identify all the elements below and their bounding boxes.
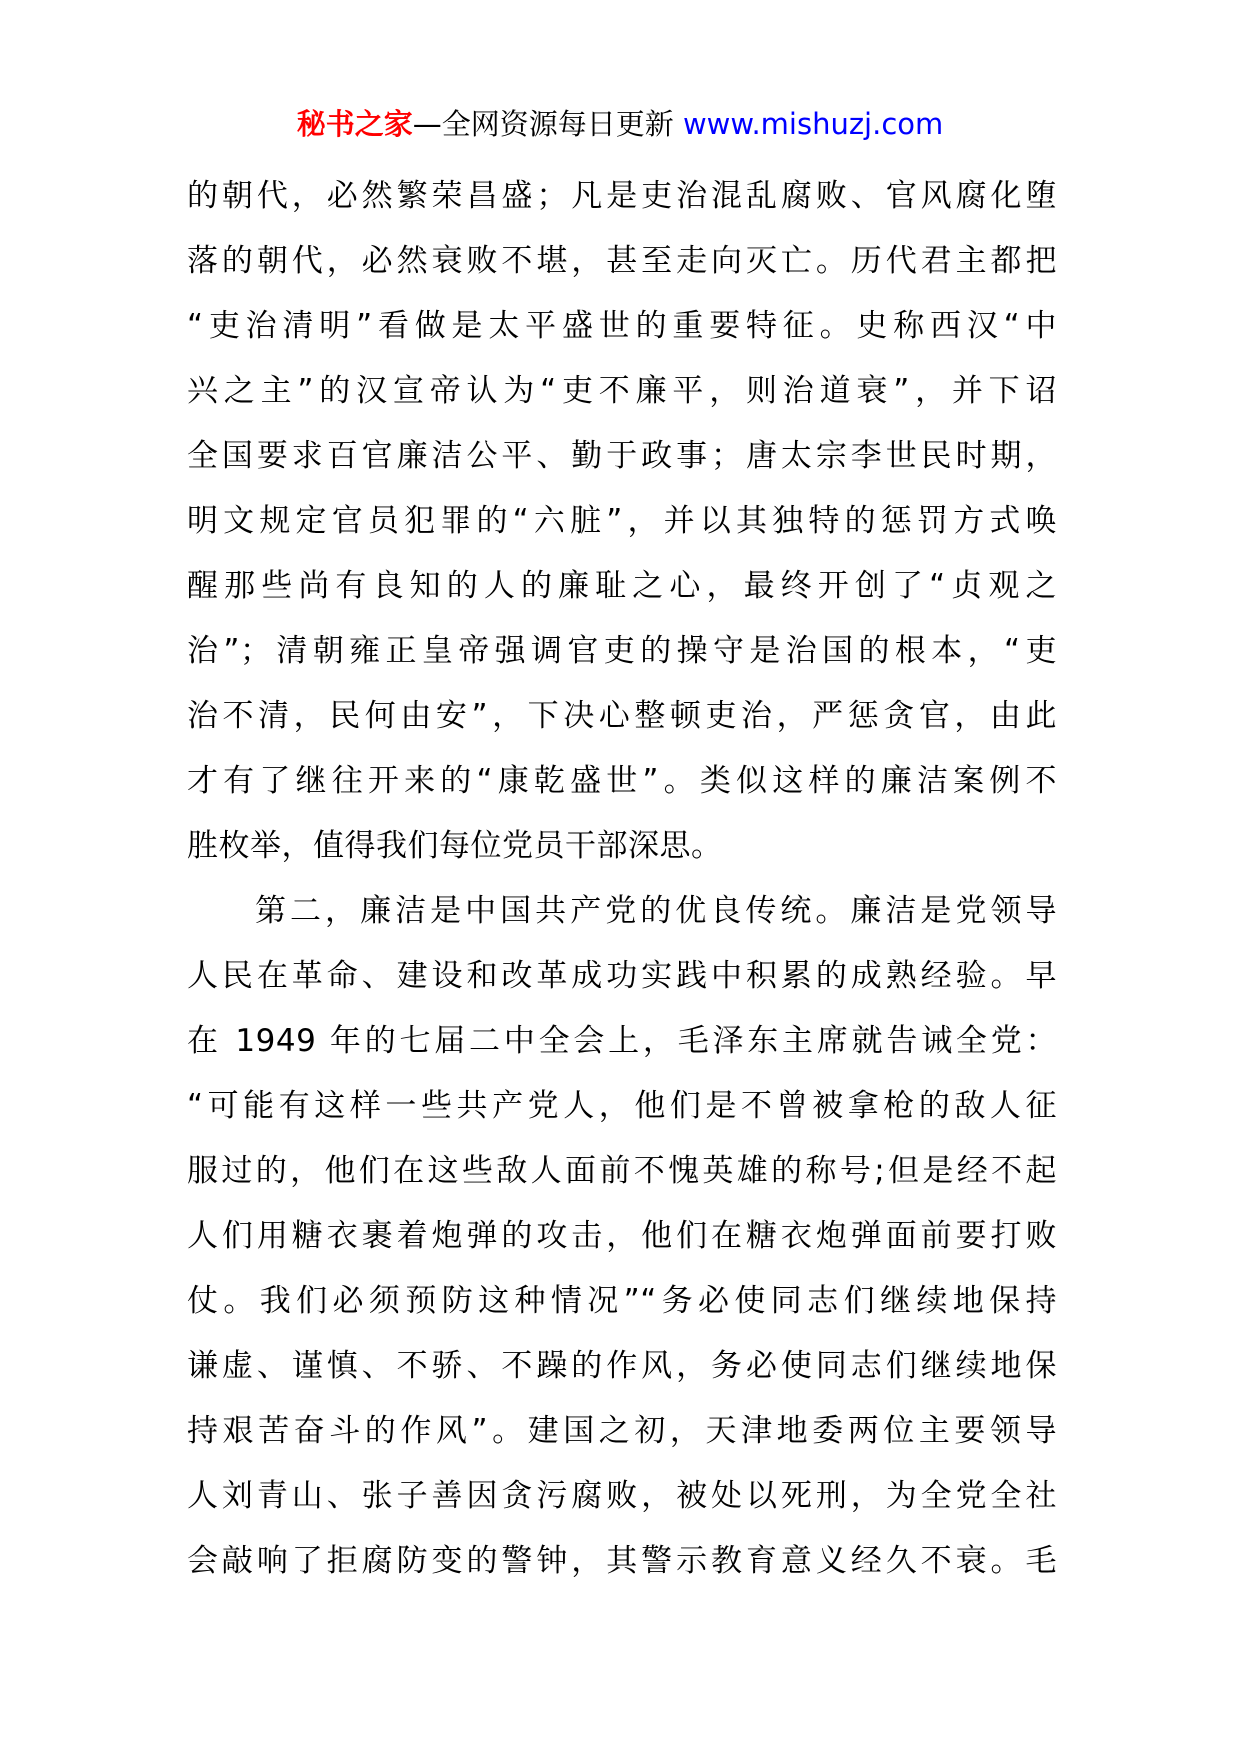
text-line: 仗。我们必须预防这种情况”“务必使同志们继续地保持: [187, 1283, 1057, 1319]
text-line: 服过的，他们在这些敌人面前不愧英雄的称号;但是经不起: [187, 1153, 1057, 1189]
paragraph-2: [187, 879, 1057, 1594]
text-line: 明文规定官员犯罪的“六脏”，并以其独特的惩罚方式唤: [187, 503, 1057, 539]
text-line: 治”；清朝雍正皇帝强调官吏的操守是治国的根本，“吏: [187, 633, 1057, 669]
text-line: “吏治清明”看做是太平盛世的重要特征。史称西汉“中: [187, 308, 1057, 344]
text-line: 人刘青山、张子善因贪污腐败，被处以死刑，为全党全社: [187, 1478, 1057, 1514]
paragraph-1: [187, 164, 1057, 879]
text-line: 的朝代，必然繁荣昌盛；凡是吏治混乱腐败、官风腐化堕: [187, 178, 1057, 214]
text-line: 在 1949 年的七届二中全会上，毛泽东主席就告诫全党：: [187, 1023, 1057, 1059]
text-line: 才有了继往开来的“康乾盛世”。类似这样的廉洁案例不: [187, 763, 1057, 799]
text-line: 兴之主”的汉宣帝认为“吏不廉平，则治道衰”，并下诏: [187, 373, 1057, 409]
text-line: 治不清，民何由安”，下决心整顿吏治，严惩贪官，由此: [187, 698, 1057, 734]
text-line: 落的朝代，必然衰败不堪，甚至走向灭亡。历代君主都把: [187, 243, 1057, 279]
text-line: 全国要求百官廉洁公平、勤于政事；唐太宗李世民时期，: [187, 438, 1057, 474]
header-slogan: —全网资源每日更新: [412, 107, 683, 141]
text-line: “可能有这样一些共产党人，他们是不曾被拿枪的敌人征: [187, 1088, 1057, 1124]
document-body: [187, 164, 1057, 1594]
text-line: 持艰苦奋斗的作风”。建国之初，天津地委两位主要领导: [187, 1413, 1057, 1449]
text-line: 人民在革命、建设和改革成功实践中积累的成熟经验。早: [187, 958, 1057, 994]
website-link[interactable]: www.mishuzj.com: [682, 107, 944, 141]
text-line: 胜枚举，值得我们每位党员干部深思。: [187, 828, 723, 864]
brand-name: 秘书之家: [296, 107, 413, 141]
text-line: 人们用糖衣裹着炮弹的攻击，他们在糖衣炮弹面前要打败: [187, 1218, 1057, 1254]
text-line: 谦虚、谨慎、不骄、不躁的作风，务必使同志们继续地保: [187, 1348, 1057, 1384]
text-line: 第二，廉洁是中国共产党的优良传统。廉洁是党领导: [255, 893, 1057, 929]
text-line: 醒那些尚有良知的人的廉耻之心，最终开创了“贞观之: [187, 568, 1057, 604]
text-line: 会敲响了拒腐防变的警钟，其警示教育意义经久不衰。毛: [187, 1543, 1057, 1579]
page-header: [0, 104, 1240, 144]
